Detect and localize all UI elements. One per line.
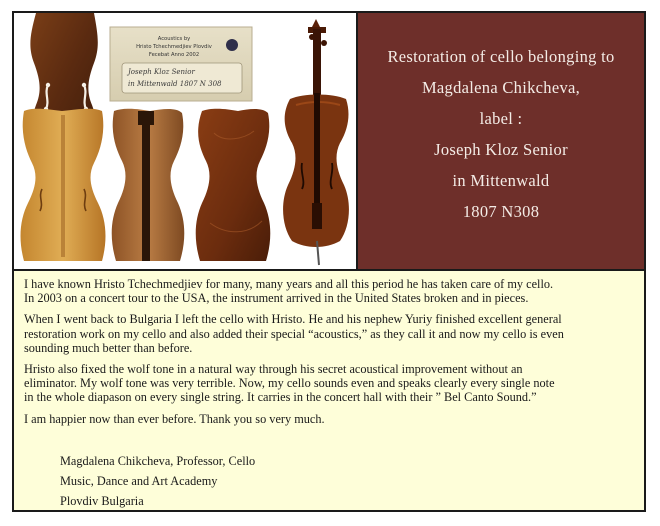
cello-label-photo — [110, 27, 252, 101]
letter-line: in the whole diapason on every single string. It carries in the concert hall with their ” Bel Canto Sound.” — [24, 390, 537, 405]
letter-paragraph-4 — [24, 412, 636, 426]
label-hand-line-1: Joseph Kloz Senior — [128, 68, 195, 76]
header-section — [14, 13, 644, 271]
panel-line-2: Magdalena Chikcheva, — [421, 78, 581, 97]
label-print-line-1: Acoustics by — [157, 36, 191, 42]
signature-block — [60, 451, 255, 511]
signature-institution: Music, Dance and Art Academy — [60, 474, 218, 488]
panel-line-5: in Mittenwald — [452, 171, 550, 190]
letter-paragraph-2 — [24, 312, 636, 355]
cello-photos — [14, 13, 356, 269]
cello-back — [196, 109, 271, 261]
signature-name: Magdalena Chikcheva, Professor, Cello — [60, 454, 256, 468]
full-cello — [283, 19, 349, 265]
testimonial-letter — [24, 277, 636, 508]
letter-line: Hristo also fixed the wolf tone in a natural way through his secret acoustical improvement without an — [24, 362, 523, 377]
letter-line: restoration work on my cello and also added their special “acoustics,” as they call it and now my cello is even — [24, 326, 564, 341]
panel-line-3: label : — [479, 109, 523, 128]
label-print-line-3: Fecebat Anno 2002 — [148, 52, 200, 58]
letter-line: In 2003 on a concert tour to the USA, the instrument arrived in the United States broken and in pieces. — [24, 291, 529, 306]
cello-top-inside — [21, 109, 106, 261]
signature-location: Plovdiv Bulgaria — [60, 494, 144, 508]
document-frame — [12, 11, 646, 512]
letter-paragraph-3 — [24, 362, 636, 405]
letter-line: I have known Hristo Tchechmedjiev for many, many years and all this period he has taken care of my cello. — [24, 277, 554, 291]
letter-line: When I went back to Bulgaria I left the cello with Hristo. He and his nephew Yuriy finished excellent general — [24, 312, 562, 327]
panel-line-1: Restoration of cello belonging to — [387, 47, 615, 66]
letter-paragraph-1 — [24, 277, 636, 305]
cello-photo-collage — [14, 13, 356, 269]
restoration-title-panel — [356, 13, 644, 269]
letter-line: I am happier now than ever before. Thank you so very much. — [24, 411, 325, 426]
cello-back-inside — [112, 109, 185, 261]
letter-line: eliminator. My wolf tone was very terrible. Now, my cello sounds even and speaks clearly every single note — [24, 376, 555, 391]
label-print-line-2: Hristo Tchechmedjiev Plovdiv — [136, 44, 212, 50]
panel-line-6: 1807 N308 — [462, 202, 540, 221]
letter-line: sounding much better than before. — [24, 340, 193, 355]
panel-line-4: Joseph Kloz Senior — [434, 140, 568, 159]
label-hand-line-2: in Mittenwald 1807 N 308 — [128, 80, 222, 88]
